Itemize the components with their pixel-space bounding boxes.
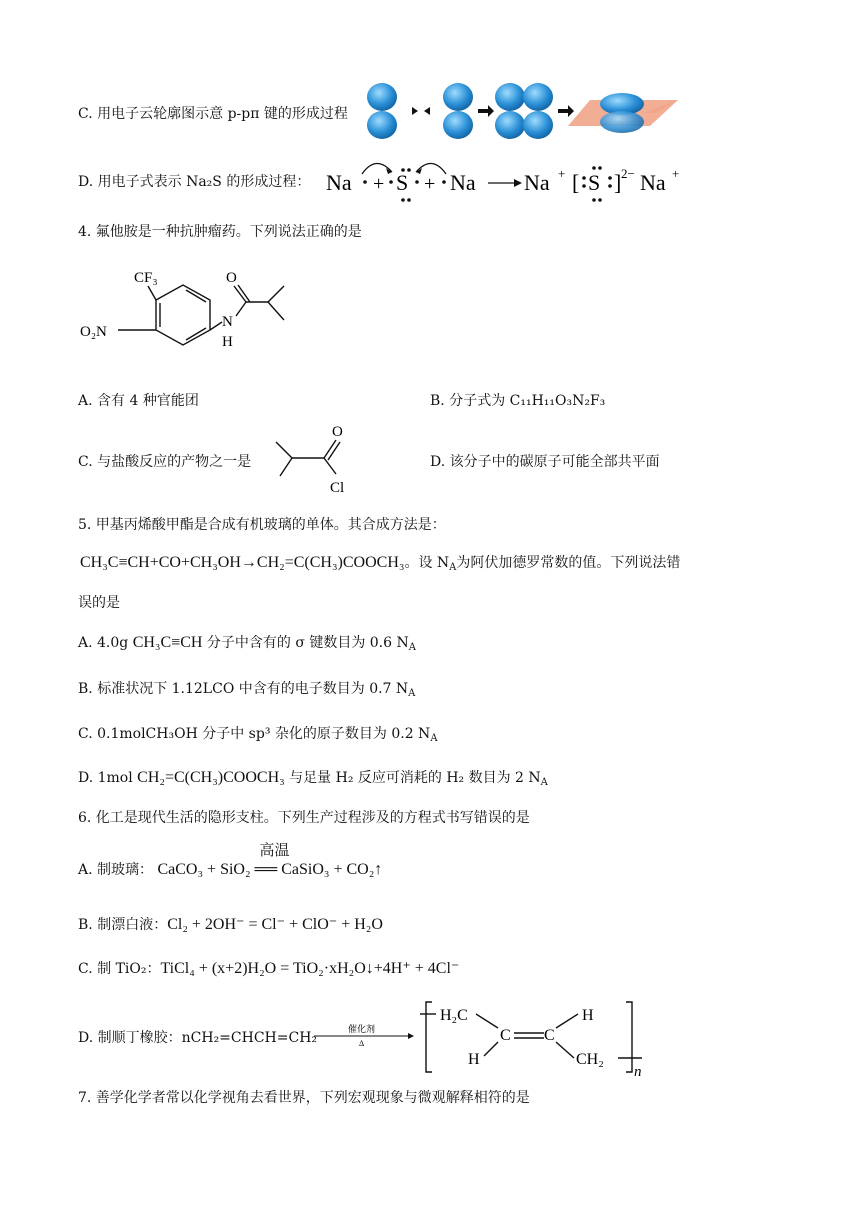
polybutadiene-reaction xyxy=(312,996,652,1080)
q5-stem-line3: 误的是 xyxy=(78,595,120,611)
q5-stem-line2: CH₃C≡CH+CO+CH₃OH→CH₂=C(CH₃)COOCH₃。设 $N_A$为阿伏加德罗常数的值。下列说法错 xyxy=(80,554,681,573)
right-arrow-1 xyxy=(478,105,494,117)
amide-n-label: N xyxy=(222,314,233,330)
h-tr-label: H xyxy=(582,1007,594,1024)
n-label: n xyxy=(634,1064,642,1080)
c1-label: C xyxy=(500,1027,511,1044)
c2-label: C xyxy=(544,1027,555,1044)
acyl-cl-label: Cl xyxy=(330,480,345,496)
q6-stem: 6. 化工是现代生活的隐形支柱。下列生产过程涉及的方程式书写错误的是 xyxy=(78,810,530,826)
svg-text:+: + xyxy=(558,166,566,181)
o2n-label: O₂N xyxy=(80,324,107,340)
h-bl-label: H xyxy=(468,1051,480,1068)
option-d-text: D. 用电子式表示 Na₂S 的形成过程： xyxy=(78,174,311,190)
ch2-label: CH₂ xyxy=(576,1051,604,1068)
catalyst-label: 催化剂 xyxy=(348,1024,376,1034)
na-ion-2: Na xyxy=(640,170,666,195)
amide-h-label: H xyxy=(222,334,233,350)
s-atom: S xyxy=(396,170,409,195)
q6-option-a: A. 制玻璃： 高温 CaCO₃ + SiO₂ ══ CaSiO₃ + CO₂↑ xyxy=(78,841,383,878)
q6-c-equation: TiCl₄ + (x+2)H₂O = TiO₂·xH₂O↓+4H⁺ + 4Cl⁻ xyxy=(160,960,460,977)
q6-b-equation: Cl₂ + 2OH⁻ = Cl⁻ + ClO⁻ + H₂O xyxy=(167,916,383,933)
heat-label: Δ xyxy=(359,1039,365,1048)
q5-stem-line1: 5. 甲基丙烯酸甲酯是合成有机玻璃的单体。其合成方法是： xyxy=(78,517,446,533)
na-ion-1: Na xyxy=(524,170,550,195)
svg-text:+: + xyxy=(672,166,680,181)
q5-option-c: C. 0.1molCH₃OH 分子中 sp³ 杂化的原子数目为 0.2 $N_A$ xyxy=(78,726,438,744)
q6-option-c: C. 制 TiO₂：TiCl₄ + (x+2)H₂O = TiO₂·xH₂O↓+4H⁺ + 4Cl⁻ xyxy=(78,960,460,977)
q4-option-c: C. 与盐酸反应的产物之一是 xyxy=(78,454,252,470)
svg-text:+: + xyxy=(424,173,436,195)
q4-option-d: D. 该分子中的碳原子可能全部共平面 xyxy=(430,454,660,470)
svg-text:+: + xyxy=(373,173,385,195)
na2s-formation-diagram xyxy=(318,150,678,206)
acyl-o-label: O xyxy=(332,424,343,440)
q5-option-a: A. 4.0g CH₃C≡CH 分子中含有的 σ 键数目为 0.6 $N_A$ xyxy=(78,634,416,653)
sulfide-charge: 2− xyxy=(621,166,635,181)
q4-option-a: A. 含有 4 种官能团 xyxy=(78,393,199,409)
q4-option-b: B. 分子式为 C₁₁H₁₁O₃N₂F₃ xyxy=(430,393,606,409)
option-c-text: C. 用电子云轮廓图示意 p-pπ 键的形成过程 xyxy=(78,106,348,122)
q6-a-condition: 高温 xyxy=(259,841,290,859)
q5-option-d: D. 1mol CH₂=C(CH₃)COOCH₃ 与足量 H₂ 反应可消耗的 H₂ 数目为 2 $N_A$ xyxy=(78,769,548,788)
p-orbital-diagram xyxy=(360,80,680,144)
sulfide-ion: S xyxy=(588,170,601,195)
q6-a-equation: CaCO₃ + SiO₂ ══ CaSiO₃ + CO₂↑ xyxy=(157,861,383,878)
cf3-label: CF₃ xyxy=(134,270,158,286)
na-right: Na xyxy=(450,170,476,195)
p-orbital-2 xyxy=(443,83,473,139)
flutamide-structure xyxy=(76,258,306,362)
h2c-label: H₂C xyxy=(440,1007,468,1024)
q6-option-d: D. 制顺丁橡胶：nCH₂=CHCH=CH₂ xyxy=(78,1030,318,1046)
approach-arrows xyxy=(402,107,440,115)
na-left: Na xyxy=(326,170,352,195)
carbonyl-o-label: O xyxy=(226,270,237,286)
svg-text:[: [ xyxy=(572,170,580,195)
q4-stem: 4. 氟他胺是一种抗肿瘤药。下列说法正确的是 xyxy=(78,224,362,240)
q7-stem: 7. 善学化学者常以化学视角去看世界，下列宏观现象与微观解释相符的是 xyxy=(78,1090,530,1106)
pi-bond-cloud xyxy=(568,93,678,133)
acyl-chloride-structure xyxy=(270,420,360,498)
q5-option-b: B. 标准状况下 1.12LCO 中含有的电子数目为 0.7 $N_A$ xyxy=(78,681,416,699)
p-orbital-pair xyxy=(495,83,553,139)
p-orbital-1 xyxy=(367,83,397,139)
right-arrow-2 xyxy=(558,105,574,117)
q6-option-b: B. 制漂白液：Cl₂ + 2OH⁻ = Cl⁻ + ClO⁻ + H₂O xyxy=(78,916,383,933)
q5-equation: CH₃C≡CH+CO+CH₃OH→CH₂=C(CH₃)COOCH₃ xyxy=(80,554,405,571)
svg-text:]: ] xyxy=(614,170,622,195)
